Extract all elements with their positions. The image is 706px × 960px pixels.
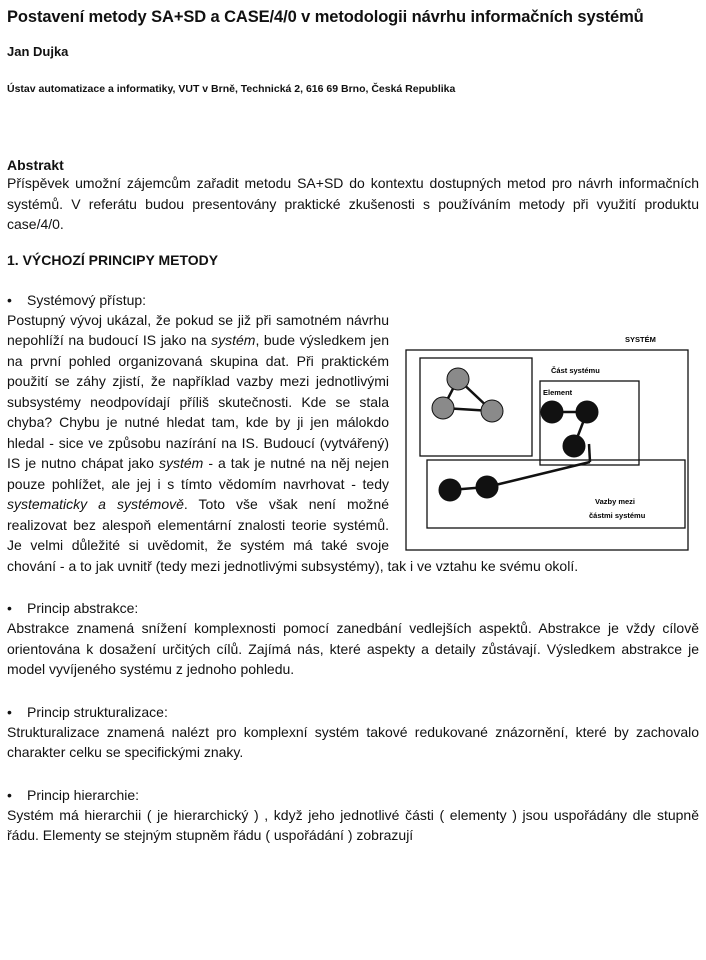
element-label: Element [543, 387, 573, 397]
element-node [432, 397, 454, 419]
bullet-princip-strukturalizace [7, 702, 699, 722]
section-heading: 1. VÝCHOZÍ PRINCIPY METODY [7, 251, 219, 268]
bullet-dot: • [7, 786, 12, 803]
author-affiliation: Ústav automatizace a informatiky, VUT v Brně, Technická 2, 616 69 Brno, Česká Republika [7, 83, 456, 95]
abstraction-text: Abstrakce znamená snížení komplexnosti pomocí zanedbání vedlejších aspektů. Abstrakce je vždy cílově orientována k dosažení určitých cílů. Zajímá nás, které aspekty a detaily zůstávají. Výsledkem abstrakce je model vyvíjeného systému z jednoho pohledu. [7, 620, 699, 677]
system-diagram-figure [397, 332, 699, 552]
page [7, 6, 699, 846]
bullet-label: Princip hierarchie: [27, 786, 140, 803]
links-label-1: Vazby mezi [595, 496, 636, 506]
element-node [563, 435, 585, 457]
element-node [541, 401, 563, 423]
bullet-dot: • [7, 291, 12, 308]
bullet-label: Systémový přístup: [27, 291, 147, 308]
bullet-label: Princip abstrakce: [27, 600, 139, 616]
bullet-dot: • [7, 600, 12, 616]
paper-title: Postavení metody SA+SD a CASE/4/0 v metodologii návrhu informačních systémů [7, 8, 644, 26]
bullet-dot: • [7, 703, 12, 720]
link-line [589, 444, 590, 462]
bullet-label: Princip strukturalizace: [27, 703, 168, 720]
link-line [487, 462, 590, 487]
element-node [447, 368, 469, 390]
system-label: SYSTÉM [625, 334, 656, 344]
bullet-princip-hierarchie [7, 785, 699, 805]
author-name: Jan Dujka [7, 44, 69, 59]
system-diagram [397, 332, 699, 552]
system-approach-text: Postupný vývoj ukázal, že pokud se již při samotném návrhu nepohlíží na budoucí IS jako na systém, bude výsledkem jen na první pohled organizovaná skupina dat. Při praktickém použití se záhy zjistí, že například vazby mezi jednotlivými subsystémy neodpovídají příliš skutečnosti. Kde se stala chyba? Chybu je nutné hledat tam, kde by ji jen málokdo hledal - sice ve způsobu nazírání na IS. Budoucí (vytvářený) IS je nutno chápat jako systém - a tak je nutné na něj nejen pouze pohlížet, ale jej i s tímto vědomím navrhovat - tedy systematicky a systémově. Toto vše však není možné realizovat bez alespoň elementární znalosti teorie systémů. Je velmi důležité si uvědomit, že systém má také svoje chování - a to jak uvnitř (tedy mezi jednotlivými subsystémy), tak i ve vztahu ke svému okolí. [7, 311, 579, 574]
element-node [476, 476, 498, 498]
links-label-2: částmi systému [589, 510, 646, 520]
element-node [481, 400, 503, 422]
abstract-heading: Abstrakt [7, 157, 64, 173]
bullet-princip-abstrakce [7, 598, 699, 618]
structuralization-text: Strukturalizace znamená nalézt pro komplexní systém takové redukované znázornění, které by zachovalo charakter celku se specifickými znaky. [7, 723, 699, 760]
element-node [576, 401, 598, 423]
system-approach-block [7, 310, 699, 577]
element-node [439, 479, 461, 501]
part-label: Část systému [551, 365, 600, 375]
abstract-text: Příspěvek umožní zájemcům zařadit metodu SA+SD do kontextu dostupných metod pro návrh informačních systémů. V referátu budou presentovány praktické zkušenosti s používáním metody při využití produktu case/4/0. [7, 175, 699, 232]
hierarchy-text: Systém má hierarchii ( je hierarchický ) , když jeho jednotlivé části ( elementy ) jsou uspořádány dle stupně řádu. Elementy se stejným stupněm řádu ( uspořádání ) zobrazují [7, 806, 699, 843]
bullet-systemovy-pristup [7, 290, 699, 310]
